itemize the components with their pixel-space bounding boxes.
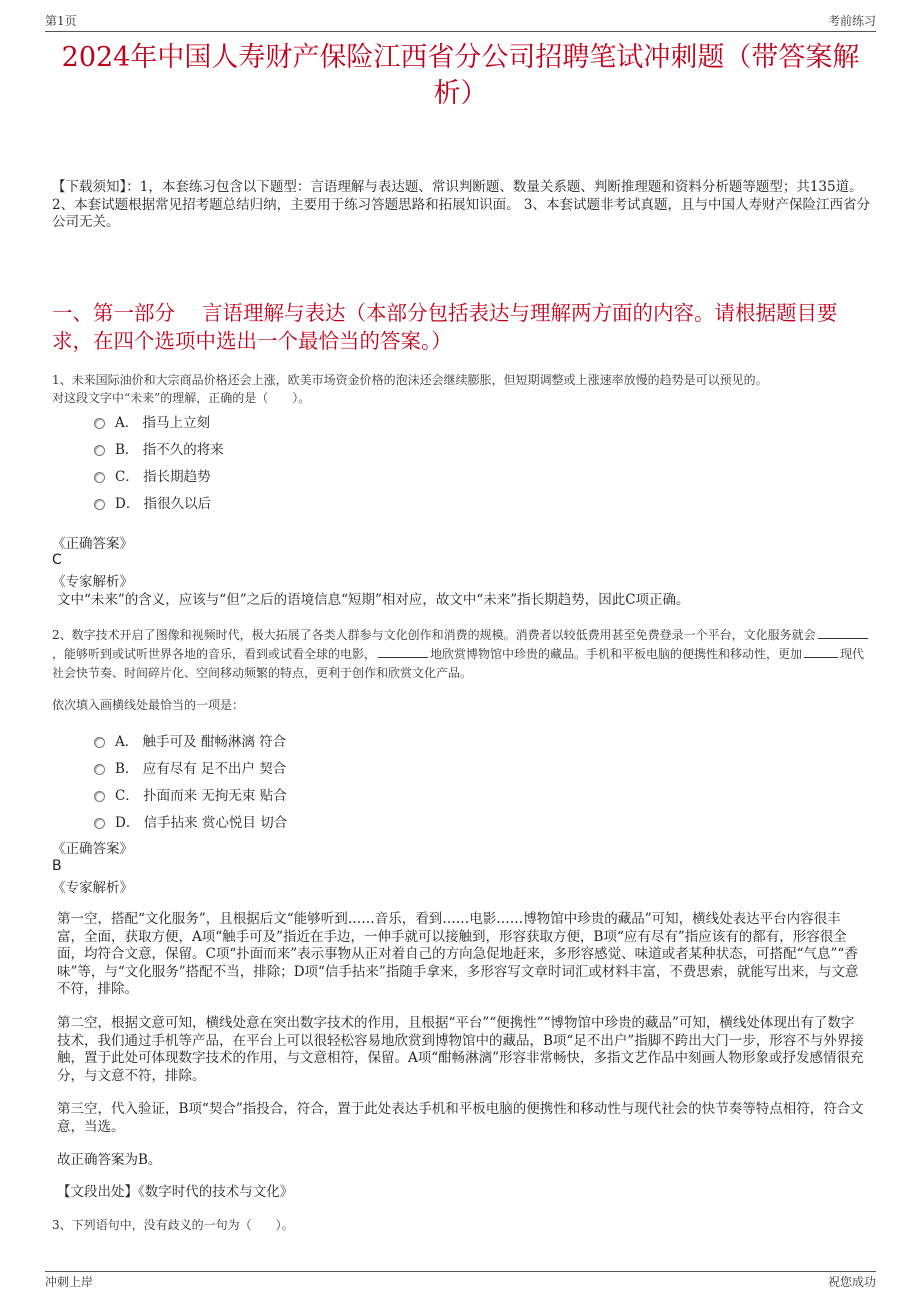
radio-button[interactable] <box>94 818 105 829</box>
footer-right: 祝您成功 <box>827 1275 876 1289</box>
radio-button[interactable] <box>94 472 105 483</box>
q1-analysis: 文中“未来”的含义，应该与“但”之后的语境信息“短期”相对应，故文中“未来”指长期趋势，因此C项正确。 <box>57 592 690 608</box>
footer-left: 冲刺上岸 <box>45 1275 94 1289</box>
q2-option-d[interactable]: D． 信手拈来 赏心悦目 切合 <box>94 811 287 831</box>
q1-option-b[interactable]: B． 指不久的将来 <box>94 438 224 458</box>
q1-option-a[interactable]: A． 指马上立刻 <box>94 411 210 431</box>
q1-answer: C <box>52 552 62 568</box>
q2-option-c[interactable]: C． 扑面而来 无拘无束 贴合 <box>94 784 287 804</box>
q1-answer-label: 《正确答案》 <box>52 536 133 552</box>
q2-option-a[interactable]: A． 触手可及 酣畅淋漓 符合 <box>94 730 286 750</box>
page-footer <box>45 1271 876 1290</box>
radio-button[interactable] <box>94 499 105 510</box>
q2-source: 【文段出处】《数字时代的技术与文化》 <box>57 1184 294 1200</box>
blank-line <box>378 645 428 658</box>
q2-analysis-paragraph-1: 第一空，搭配“文化服务”，且根据后文“能够听到……音乐，看到……电影……博物馆中珍贵的藏品”可知，横线处表达平台内容很丰富，全面，获取方便，A项“触手可及”指近在手边，一伸手就可以接触到，形容获取方便，B项“应有尽有”指应该有的都有，形容很全面，均符合文意，保留。C项“扑面而来”表示事物从正对着自己的方向急促地赶来，多形容感觉、味道或者某种状态，可搭配“气息”“香味”等，与“文化服务”搭配不当，排除；D项“信手拈来”指随手拿来，多形容写文章时词汇或材料丰富，不费思索，就能写出来，与文意不符，排除。 <box>57 911 859 997</box>
q2-prompt: 依次填入画横线处最恰当的一项是： <box>52 698 245 712</box>
blank-line <box>818 626 868 639</box>
question-1-stem: 1、未来国际油价和大宗商品价格还会上涨，欧美市场资金价格的泡沫还会继续膨胀，但短期调整或上涨速率放慢的趋势是可以预见的。 对这段文字中“未来”的理解，正确的是（ ）。 <box>52 373 768 405</box>
q2-analysis-label: 《专家解析》 <box>52 880 133 896</box>
section-heading: 一、第一部分 言语理解与表达（本部分包括表达与理解两方面的内容。请根据题目要求，在四个选项中选出一个最恰当的答案。） <box>52 301 838 353</box>
q2-analysis-paragraph-2: 第二空，根据文意可知，横线处意在突出数字技术的作用，且根据“平台”“便携性”“博物馆中珍贵的藏品”可知，横线处体现出有了数字技术，我们通过手机等产品，在平台上可以很轻松容易地欣赏到博物馆中的藏品，B项“足不出户”指脚不跨出大门一步，形容不与外界接触，置于此处可体现数字技术的作用，与文意相符，保留。A项“酣畅淋漓”形容非常畅快，多指文艺作品中刻画人物形象或抒发感情很充分，与文意不符，排除。 <box>57 1015 864 1084</box>
q2-answer-label: 《正确答案》 <box>52 841 133 857</box>
q2-conclusion: 故正确答案为B。 <box>57 1152 162 1168</box>
radio-button[interactable] <box>94 737 105 748</box>
q2-answer: B <box>52 858 62 874</box>
radio-button[interactable] <box>94 791 105 802</box>
radio-button[interactable] <box>94 418 105 429</box>
question-2-stem: 2、数字技术开启了图像和视频时代，极大拓展了各类人群参与文化创作和消费的规模。消费者以较低费用甚至免费登录一个平台，文化服务就会，能够听到或试听世界各地的音乐，看到或试看全球的电影， 地欣赏博物馆中珍贵的藏品。手机和平板电脑的便携性和移动性，更加 现代社会快节奏、时间碎片化、空间移动频繁的特点，更利于创作和欣赏文化产品。 <box>52 626 870 683</box>
q2-option-b[interactable]: B． 应有尽有 足不出户 契合 <box>94 757 286 777</box>
document-title: 2024年中国人寿财产保险江西省分公司招聘笔试冲刺题（带答案解析） <box>61 42 860 109</box>
radio-button[interactable] <box>94 445 105 456</box>
download-notice: 【下载须知】：1，本套练习包含以下题型：言语理解与表达题、常识判断题、数量关系题、判断推理题和资料分析题等题型；共135道。 2、本套试题根据常见招考题总结归纳，主要用于练习答题思路和拓展知识面。 3、本套试题非考试真题，且与中国人寿财产保险江西省分公司无关。 <box>52 179 870 230</box>
header-tag: 考前练习 <box>827 14 876 28</box>
radio-button[interactable] <box>94 764 105 775</box>
q2-analysis-paragraph-3: 第三空，代入验证，B项“契合”指投合，符合，置于此处表达手机和平板电脑的便携性和移动性与现代社会的快节奏等特点相符，符合文意，当选。 <box>57 1101 864 1135</box>
blank-line <box>804 645 838 658</box>
q1-analysis-label: 《专家解析》 <box>52 574 133 590</box>
page-header <box>45 12 876 32</box>
q1-option-d[interactable]: D． 指很久以后 <box>94 492 211 512</box>
question-3-stem: 3、下列语句中，没有歧义的一句为（ ）。 <box>52 1218 294 1232</box>
q1-option-c[interactable]: C． 指长期趋势 <box>94 465 211 485</box>
page-number: 第1页 <box>45 14 77 28</box>
